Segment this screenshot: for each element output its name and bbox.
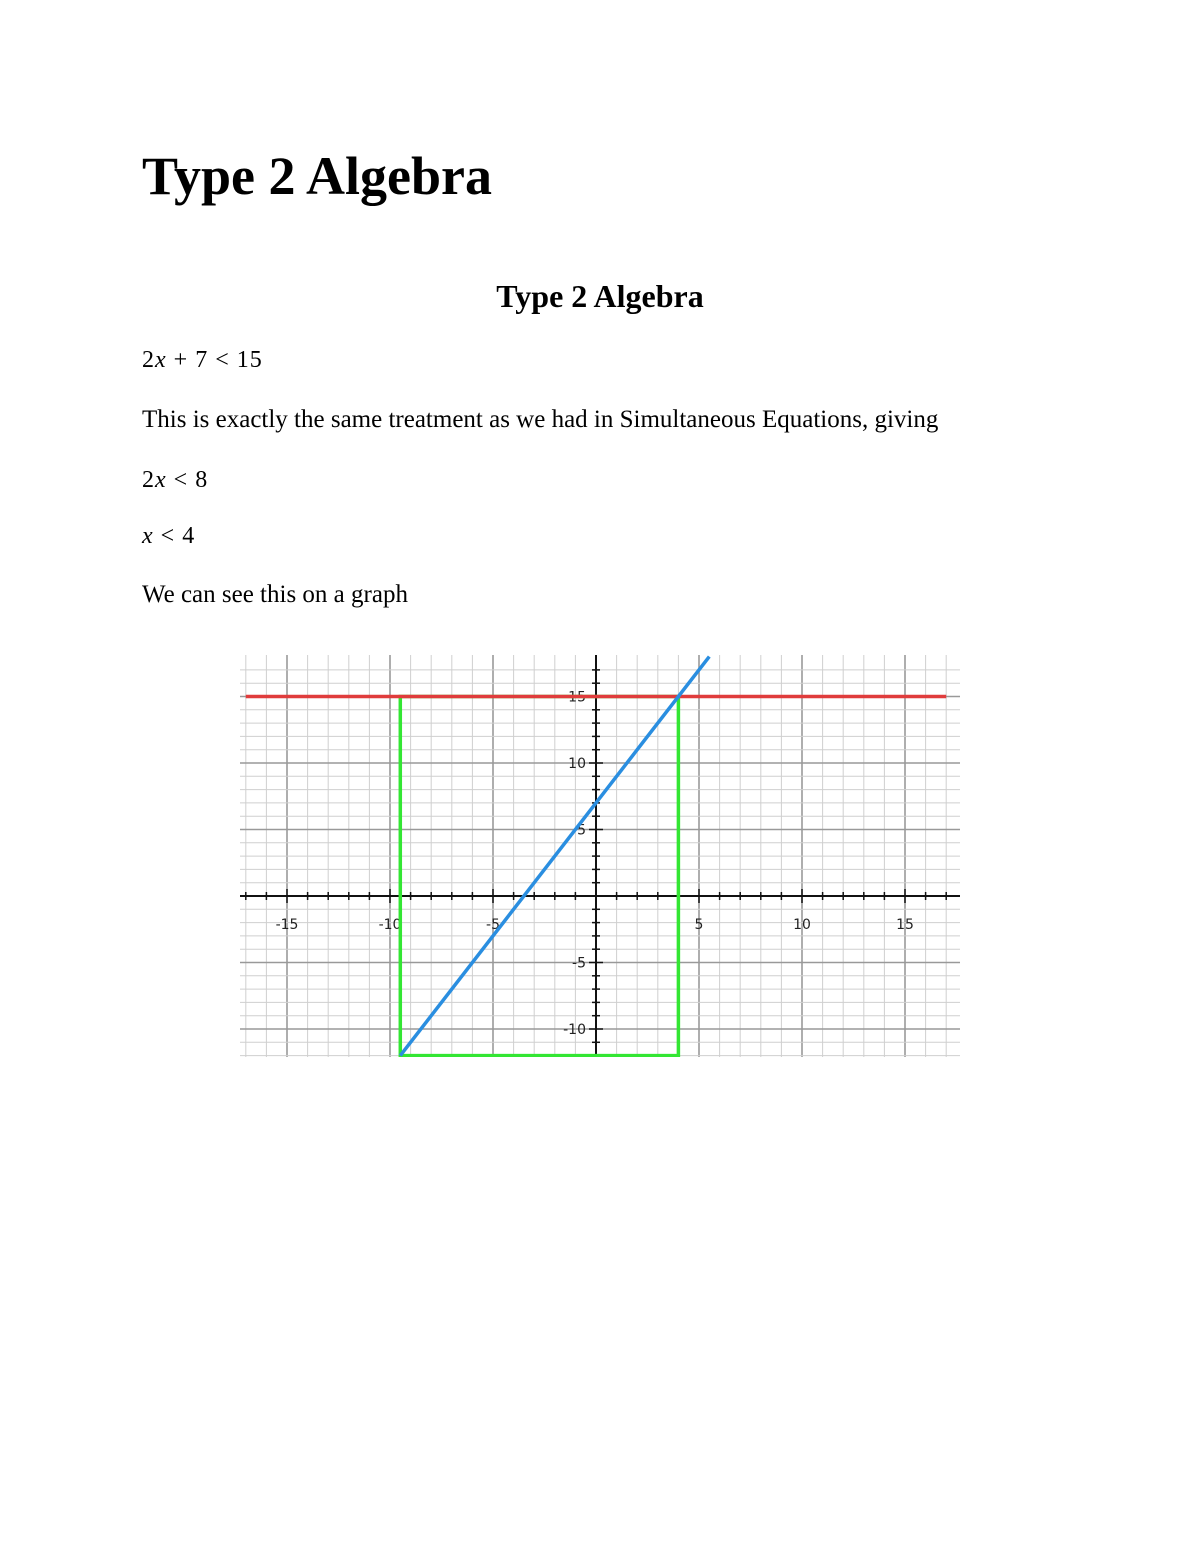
x-tick-label: -5 [486, 917, 500, 933]
explanation-paragraph: This is exactly the same treatment as we had in Simultaneous Equations, giving [142, 406, 939, 433]
y-tick-label: 15 [568, 689, 586, 706]
y-tick-label: -5 [572, 955, 586, 972]
inequality-rest: < 8 [166, 467, 209, 493]
inequality-rest: + 7 < 15 [166, 347, 263, 373]
variable: x [142, 523, 154, 549]
page-title: Type 2 Algebra [142, 146, 492, 206]
inequality-original [142, 344, 263, 376]
inequality-rest: < 4 [153, 523, 196, 549]
coefficient: 2 [142, 347, 155, 373]
x-tick-label: 15 [896, 917, 914, 933]
x-tick-label: 5 [694, 917, 704, 933]
inequality-step [142, 464, 208, 496]
inequality-graph [240, 655, 960, 1057]
inequality-solution [142, 520, 195, 552]
x-tick-label: 10 [793, 917, 811, 933]
variable: x [155, 347, 167, 373]
section-heading: Type 2 Algebra [496, 278, 704, 314]
x-tick-label: -10 [378, 917, 402, 933]
y-tick-label: 10 [568, 756, 586, 772]
coefficient: 2 [142, 467, 155, 493]
y-tick-label: 5 [577, 822, 586, 839]
variable: x [155, 467, 167, 493]
graph-intro-paragraph: We can see this on a graph [142, 581, 408, 608]
x-tick-label: -15 [275, 917, 299, 933]
y-tick-label: -10 [563, 1022, 586, 1038]
